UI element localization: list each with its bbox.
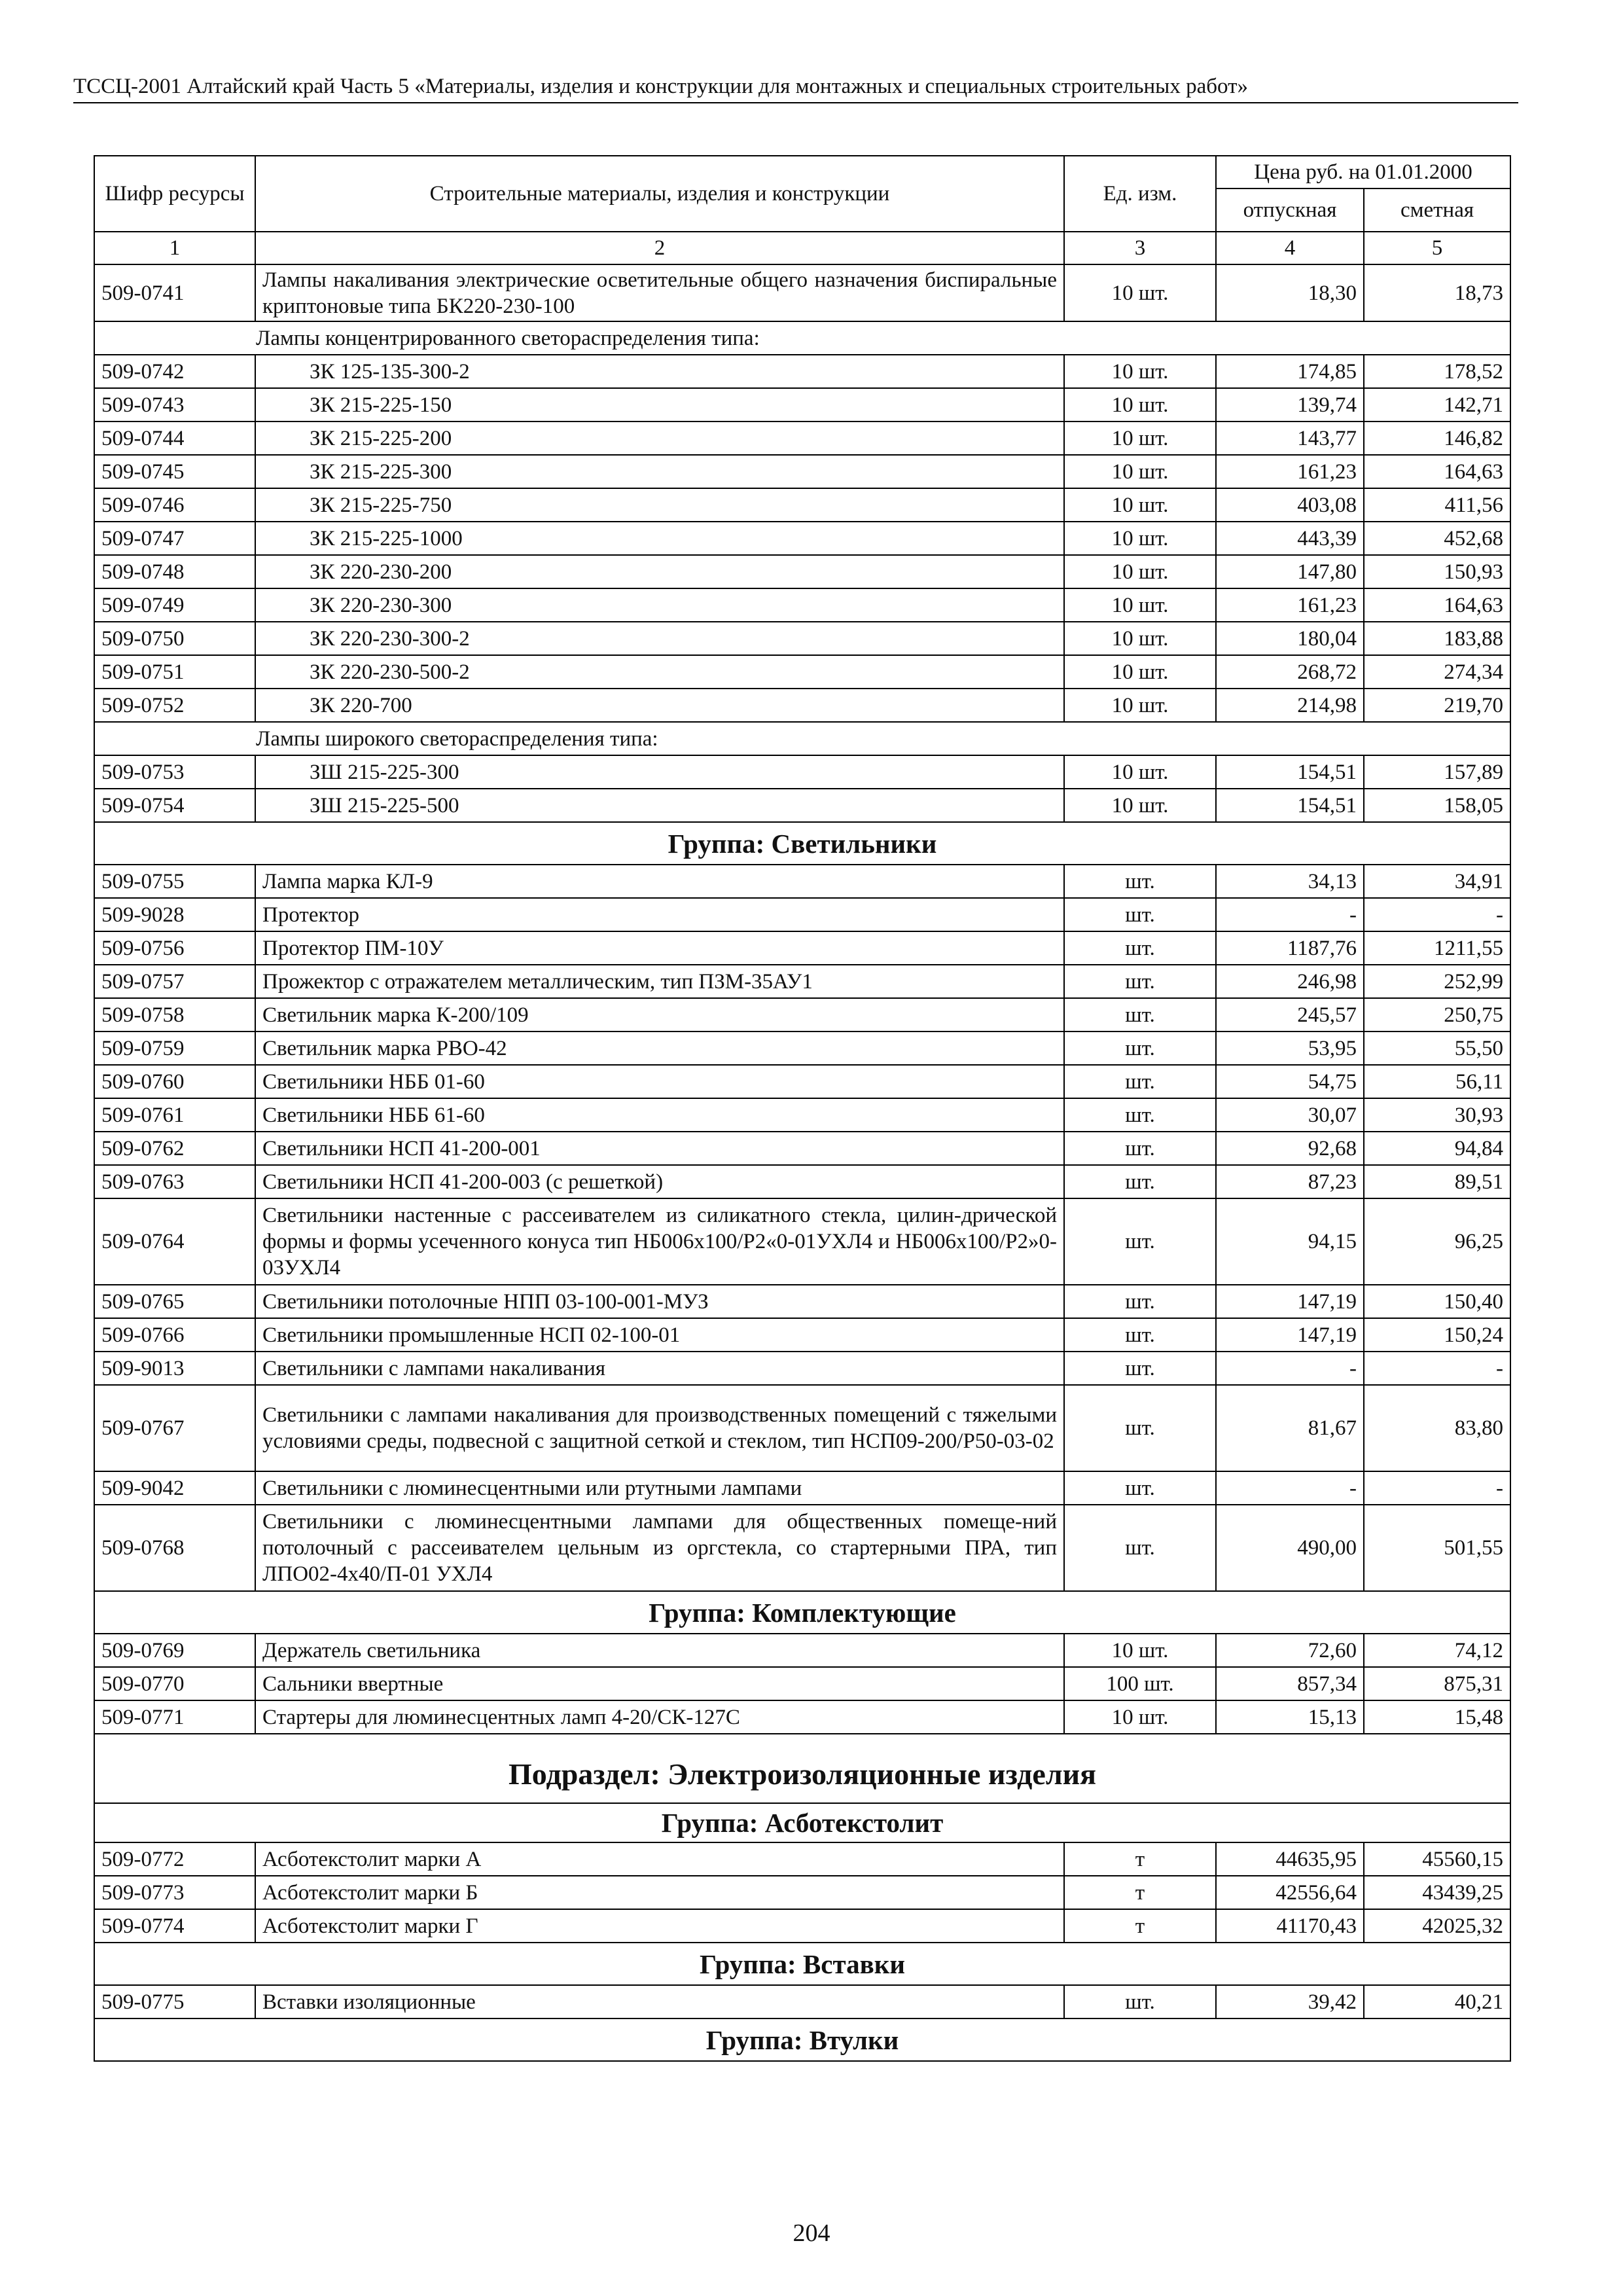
table-row bbox=[94, 422, 1510, 455]
material-name: Стартеры для люминесцентных ламп 4-20/СК-127С bbox=[255, 1700, 1064, 1734]
estimate-price: 274,34 bbox=[1364, 655, 1510, 689]
estimate-price: 158,05 bbox=[1364, 789, 1510, 822]
table-row bbox=[94, 965, 1510, 998]
table-row bbox=[94, 689, 1510, 722]
unit: т bbox=[1064, 1842, 1216, 1876]
estimate-price: 96,25 bbox=[1364, 1198, 1510, 1285]
unit: шт. bbox=[1064, 1132, 1216, 1165]
material-name: ЗК 215-225-1000 bbox=[255, 522, 1064, 555]
release-price: - bbox=[1216, 1352, 1364, 1385]
release-price: 857,34 bbox=[1216, 1667, 1364, 1700]
material-name: Светильники с лампами накаливания для производственных помещений с тяжелыми условиями среды, подвесной с защитной сеткой и стеклом, тип НСП09-200/Р50-03-02 bbox=[255, 1385, 1064, 1471]
unit: шт. bbox=[1064, 1471, 1216, 1505]
table-row bbox=[94, 355, 1510, 388]
group-row bbox=[94, 1803, 1510, 1842]
table-row bbox=[94, 388, 1510, 422]
unit: 10 шт. bbox=[1064, 264, 1216, 321]
table-row bbox=[94, 588, 1510, 622]
estimate-price: 89,51 bbox=[1364, 1165, 1510, 1198]
subheading-row bbox=[94, 321, 1510, 355]
estimate-price: 42025,32 bbox=[1364, 1909, 1510, 1943]
table-row bbox=[94, 522, 1510, 555]
table-row bbox=[94, 1876, 1510, 1909]
release-price: 245,57 bbox=[1216, 998, 1364, 1031]
estimate-price: 146,82 bbox=[1364, 422, 1510, 455]
group-row bbox=[94, 1943, 1510, 1985]
column-header-price-release: отпускная bbox=[1216, 188, 1364, 232]
estimate-price: 150,24 bbox=[1364, 1318, 1510, 1352]
unit: шт. bbox=[1064, 1352, 1216, 1385]
estimate-price: 875,31 bbox=[1364, 1667, 1510, 1700]
release-price: 161,23 bbox=[1216, 455, 1364, 488]
unit: шт. bbox=[1064, 998, 1216, 1031]
material-name: Прожектор с отражателем металлическим, тип ПЗМ-35АУ1 bbox=[255, 965, 1064, 998]
table-row bbox=[94, 1285, 1510, 1318]
estimate-price: 150,40 bbox=[1364, 1285, 1510, 1318]
release-price: 30,07 bbox=[1216, 1098, 1364, 1132]
estimate-price: 183,88 bbox=[1364, 622, 1510, 655]
table-row bbox=[94, 1132, 1510, 1165]
material-name: Лампы накаливания электрические осветительные общего назначения биспиральные криптоновые типа БК220-230-100 bbox=[255, 264, 1064, 321]
material-name: Светильники НСП 41-200-001 bbox=[255, 1132, 1064, 1165]
table-row bbox=[94, 1031, 1510, 1065]
release-price: 154,51 bbox=[1216, 789, 1364, 822]
unit: шт. bbox=[1064, 1285, 1216, 1318]
estimate-price: 94,84 bbox=[1364, 1132, 1510, 1165]
table-row bbox=[94, 1352, 1510, 1385]
material-name: Лампа марка КЛ-9 bbox=[255, 865, 1064, 898]
material-name: ЗК 215-225-750 bbox=[255, 488, 1064, 522]
resource-code: 509-0752 bbox=[94, 689, 255, 722]
table-row bbox=[94, 1505, 1510, 1591]
estimate-price: 45560,15 bbox=[1364, 1842, 1510, 1876]
table-row bbox=[94, 1318, 1510, 1352]
group-row bbox=[94, 2018, 1510, 2061]
estimate-price: 452,68 bbox=[1364, 522, 1510, 555]
resource-code: 509-0742 bbox=[94, 355, 255, 388]
unit: шт. bbox=[1064, 898, 1216, 931]
resource-code: 509-9028 bbox=[94, 898, 255, 931]
group-heading: Группа: Светильники bbox=[94, 822, 1510, 865]
resource-code: 509-0755 bbox=[94, 865, 255, 898]
unit: 10 шт. bbox=[1064, 355, 1216, 388]
release-price: 53,95 bbox=[1216, 1031, 1364, 1065]
column-number: 5 bbox=[1364, 232, 1510, 264]
table-row bbox=[94, 755, 1510, 789]
table-row bbox=[94, 1842, 1510, 1876]
subheading: Лампы концентрированного светораспределения типа: bbox=[256, 326, 760, 350]
release-price: 268,72 bbox=[1216, 655, 1364, 689]
material-name: Вставки изоляционные bbox=[255, 1985, 1064, 2018]
resource-code: 509-0765 bbox=[94, 1285, 255, 1318]
section-heading: Подраздел: Электроизоляционные изделия bbox=[94, 1734, 1510, 1803]
material-name: Светильники промышленные НСП 02-100-01 bbox=[255, 1318, 1064, 1352]
resource-code: 509-0764 bbox=[94, 1198, 255, 1285]
release-price: 154,51 bbox=[1216, 755, 1364, 789]
material-name: Светильники настенные с рассеивателем из силикатного стекла, цилин-дрической формы и формы усеченного конуса тип НБ006х100/Р2«0-01УХЛ4 и НБ006х100/Р2»0-03УХЛ4 bbox=[255, 1198, 1064, 1285]
table-row bbox=[94, 998, 1510, 1031]
material-name: Держатель светильника bbox=[255, 1634, 1064, 1667]
estimate-price: 411,56 bbox=[1364, 488, 1510, 522]
unit: 10 шт. bbox=[1064, 755, 1216, 789]
table-row bbox=[94, 1065, 1510, 1098]
table-row bbox=[94, 1198, 1510, 1285]
table-row bbox=[94, 1667, 1510, 1700]
estimate-price: 40,21 bbox=[1364, 1985, 1510, 2018]
material-name: Светильник марка РВО-42 bbox=[255, 1031, 1064, 1065]
unit: 10 шт. bbox=[1064, 1700, 1216, 1734]
estimate-price: 252,99 bbox=[1364, 965, 1510, 998]
table-row bbox=[94, 1385, 1510, 1471]
release-price: 72,60 bbox=[1216, 1634, 1364, 1667]
release-price: 147,19 bbox=[1216, 1285, 1364, 1318]
material-name: ЗШ 215-225-300 bbox=[255, 755, 1064, 789]
resource-code: 509-0741 bbox=[94, 264, 255, 321]
column-number: 2 bbox=[255, 232, 1064, 264]
resource-code: 509-0774 bbox=[94, 1909, 255, 1943]
estimate-price: 43439,25 bbox=[1364, 1876, 1510, 1909]
unit: 10 шт. bbox=[1064, 1634, 1216, 1667]
group-row bbox=[94, 1591, 1510, 1634]
material-name: ЗК 215-225-150 bbox=[255, 388, 1064, 422]
table-row bbox=[94, 931, 1510, 965]
release-price: 147,80 bbox=[1216, 555, 1364, 588]
resource-code: 509-0749 bbox=[94, 588, 255, 622]
group-heading: Группа: Втулки bbox=[94, 2018, 1510, 2061]
release-price: 246,98 bbox=[1216, 965, 1364, 998]
release-price: 174,85 bbox=[1216, 355, 1364, 388]
unit: шт. bbox=[1064, 965, 1216, 998]
page-number: 204 bbox=[793, 2219, 830, 2247]
estimate-price: 1211,55 bbox=[1364, 931, 1510, 965]
subheading: Лампы широкого светораспределения типа: bbox=[256, 726, 658, 751]
group-heading: Группа: Асботекстолит bbox=[94, 1803, 1510, 1842]
release-price: 180,04 bbox=[1216, 622, 1364, 655]
resource-code: 509-0744 bbox=[94, 422, 255, 455]
estimate-price: 219,70 bbox=[1364, 689, 1510, 722]
column-header-unit: Ед. изм. bbox=[1064, 156, 1216, 232]
release-price: 94,15 bbox=[1216, 1198, 1364, 1285]
unit: 10 шт. bbox=[1064, 789, 1216, 822]
resource-code: 509-0775 bbox=[94, 1985, 255, 2018]
release-price: 403,08 bbox=[1216, 488, 1364, 522]
resource-code: 509-0768 bbox=[94, 1505, 255, 1591]
resource-code: 509-0767 bbox=[94, 1385, 255, 1471]
estimate-price: - bbox=[1364, 1352, 1510, 1385]
group-heading: Группа: Комплектующие bbox=[94, 1591, 1510, 1634]
unit: шт. bbox=[1064, 865, 1216, 898]
release-price: 42556,64 bbox=[1216, 1876, 1364, 1909]
column-number: 3 bbox=[1064, 232, 1216, 264]
release-price: 87,23 bbox=[1216, 1165, 1364, 1198]
release-price: 81,67 bbox=[1216, 1385, 1364, 1471]
resource-code: 509-0772 bbox=[94, 1842, 255, 1876]
table-row bbox=[94, 555, 1510, 588]
estimate-price: 18,73 bbox=[1364, 264, 1510, 321]
resource-code: 509-0756 bbox=[94, 931, 255, 965]
estimate-price: - bbox=[1364, 1471, 1510, 1505]
resource-code: 509-0750 bbox=[94, 622, 255, 655]
unit: шт. bbox=[1064, 1031, 1216, 1065]
table-row bbox=[94, 1909, 1510, 1943]
resource-code: 509-0771 bbox=[94, 1700, 255, 1734]
resource-code: 509-0761 bbox=[94, 1098, 255, 1132]
resource-code: 509-0760 bbox=[94, 1065, 255, 1098]
material-name: ЗК 220-230-300 bbox=[255, 588, 1064, 622]
release-price: 143,77 bbox=[1216, 422, 1364, 455]
column-header-price: Цена руб. на 01.01.2000 bbox=[1216, 156, 1510, 188]
estimate-price: 178,52 bbox=[1364, 355, 1510, 388]
unit: т bbox=[1064, 1909, 1216, 1943]
table-row bbox=[94, 1165, 1510, 1198]
resource-code: 509-0763 bbox=[94, 1165, 255, 1198]
unit: шт. bbox=[1064, 1065, 1216, 1098]
estimate-price: 164,63 bbox=[1364, 588, 1510, 622]
unit: шт. bbox=[1064, 1198, 1216, 1285]
unit: 10 шт. bbox=[1064, 522, 1216, 555]
estimate-price: 74,12 bbox=[1364, 1634, 1510, 1667]
resource-code: 509-0757 bbox=[94, 965, 255, 998]
resource-code: 509-0762 bbox=[94, 1132, 255, 1165]
material-name: Светильники потолочные НПП 03-100-001-МУЗ bbox=[255, 1285, 1064, 1318]
table-row bbox=[94, 865, 1510, 898]
resource-code: 509-0743 bbox=[94, 388, 255, 422]
unit: 10 шт. bbox=[1064, 689, 1216, 722]
release-price: 443,39 bbox=[1216, 522, 1364, 555]
estimate-price: - bbox=[1364, 898, 1510, 931]
estimate-price: 55,50 bbox=[1364, 1031, 1510, 1065]
resource-code: 509-0770 bbox=[94, 1667, 255, 1700]
unit: шт. bbox=[1064, 1098, 1216, 1132]
price-table bbox=[94, 155, 1511, 2062]
estimate-price: 157,89 bbox=[1364, 755, 1510, 789]
table-row bbox=[94, 622, 1510, 655]
unit: шт. bbox=[1064, 1318, 1216, 1352]
unit: 10 шт. bbox=[1064, 555, 1216, 588]
material-name: ЗК 220-230-300-2 bbox=[255, 622, 1064, 655]
estimate-price: 164,63 bbox=[1364, 455, 1510, 488]
resource-code: 509-0753 bbox=[94, 755, 255, 789]
material-name: ЗК 220-700 bbox=[255, 689, 1064, 722]
resource-code: 509-9013 bbox=[94, 1352, 255, 1385]
material-name: Светильники НББ 61-60 bbox=[255, 1098, 1064, 1132]
unit: шт. bbox=[1064, 1985, 1216, 2018]
estimate-price: 15,48 bbox=[1364, 1700, 1510, 1734]
table-row bbox=[94, 1700, 1510, 1734]
estimate-price: 250,75 bbox=[1364, 998, 1510, 1031]
resource-code: 509-9042 bbox=[94, 1471, 255, 1505]
unit: шт. bbox=[1064, 1385, 1216, 1471]
release-price: 18,30 bbox=[1216, 264, 1364, 321]
table-row bbox=[94, 488, 1510, 522]
release-price: 34,13 bbox=[1216, 865, 1364, 898]
column-header-price-estimate: сметная bbox=[1364, 188, 1510, 232]
estimate-price: 34,91 bbox=[1364, 865, 1510, 898]
material-name: Светильник марка К-200/109 bbox=[255, 998, 1064, 1031]
material-name: Светильники с люминесцентными лампами для общественных помеще-ний потолочный с рассеивателем цельным из оргстекла, со стартерными ПРА, тип ЛПО02-4х40/П-01 УХЛ4 bbox=[255, 1505, 1064, 1591]
table-row bbox=[94, 655, 1510, 689]
resource-code: 509-0773 bbox=[94, 1876, 255, 1909]
unit: шт. bbox=[1064, 1505, 1216, 1591]
release-price: 147,19 bbox=[1216, 1318, 1364, 1352]
resource-code: 509-0759 bbox=[94, 1031, 255, 1065]
release-price: 161,23 bbox=[1216, 588, 1364, 622]
estimate-price: 142,71 bbox=[1364, 388, 1510, 422]
subheading-row bbox=[94, 722, 1510, 755]
release-price: 92,68 bbox=[1216, 1132, 1364, 1165]
release-price: 54,75 bbox=[1216, 1065, 1364, 1098]
resource-code: 509-0751 bbox=[94, 655, 255, 689]
resource-code: 509-0769 bbox=[94, 1634, 255, 1667]
material-name: ЗК 220-230-500-2 bbox=[255, 655, 1064, 689]
material-name: Сальники ввертные bbox=[255, 1667, 1064, 1700]
release-price: 44635,95 bbox=[1216, 1842, 1364, 1876]
table-row bbox=[94, 1471, 1510, 1505]
unit: 100 шт. bbox=[1064, 1667, 1216, 1700]
table-row bbox=[94, 264, 1510, 321]
table-row bbox=[94, 898, 1510, 931]
estimate-price: 56,11 bbox=[1364, 1065, 1510, 1098]
group-heading: Группа: Вставки bbox=[94, 1943, 1510, 1985]
release-price: 39,42 bbox=[1216, 1985, 1364, 2018]
unit: шт. bbox=[1064, 1165, 1216, 1198]
column-header-name: Строительные материалы, изделия и конструкции bbox=[255, 156, 1064, 232]
estimate-price: 150,93 bbox=[1364, 555, 1510, 588]
estimate-price: 501,55 bbox=[1364, 1505, 1510, 1591]
release-price: - bbox=[1216, 1471, 1364, 1505]
unit: шт. bbox=[1064, 931, 1216, 965]
unit: 10 шт. bbox=[1064, 388, 1216, 422]
material-name: Протектор bbox=[255, 898, 1064, 931]
material-name: Светильники НББ 01-60 bbox=[255, 1065, 1064, 1098]
resource-code: 509-0766 bbox=[94, 1318, 255, 1352]
material-name: ЗК 125-135-300-2 bbox=[255, 355, 1064, 388]
release-price: 214,98 bbox=[1216, 689, 1364, 722]
unit: 10 шт. bbox=[1064, 655, 1216, 689]
running-header: ТССЦ-2001 Алтайский край Часть 5 «Материалы, изделия и конструкции для монтажных и специальных строительных работ» bbox=[73, 73, 1518, 103]
release-price: 41170,43 bbox=[1216, 1909, 1364, 1943]
unit: 10 шт. bbox=[1064, 422, 1216, 455]
table-row bbox=[94, 1634, 1510, 1667]
section-row bbox=[94, 1734, 1510, 1803]
estimate-price: 83,80 bbox=[1364, 1385, 1510, 1471]
material-name: ЗШ 215-225-500 bbox=[255, 789, 1064, 822]
resource-code: 509-0747 bbox=[94, 522, 255, 555]
column-number: 1 bbox=[94, 232, 255, 264]
material-name: Асботекстолит марки Б bbox=[255, 1876, 1064, 1909]
resource-code: 509-0748 bbox=[94, 555, 255, 588]
unit: 10 шт. bbox=[1064, 455, 1216, 488]
release-price: 1187,76 bbox=[1216, 931, 1364, 965]
resource-code: 509-0745 bbox=[94, 455, 255, 488]
table-row bbox=[94, 455, 1510, 488]
resource-code: 509-0746 bbox=[94, 488, 255, 522]
release-price: 15,13 bbox=[1216, 1700, 1364, 1734]
table-row bbox=[94, 1985, 1510, 2018]
table-row bbox=[94, 1098, 1510, 1132]
release-price: - bbox=[1216, 898, 1364, 931]
release-price: 490,00 bbox=[1216, 1505, 1364, 1591]
unit: 10 шт. bbox=[1064, 622, 1216, 655]
material-name: Асботекстолит марки Г bbox=[255, 1909, 1064, 1943]
material-name: ЗК 215-225-300 bbox=[255, 455, 1064, 488]
table-row bbox=[94, 789, 1510, 822]
material-name: ЗК 220-230-200 bbox=[255, 555, 1064, 588]
resource-code: 509-0758 bbox=[94, 998, 255, 1031]
material-name: Светильники с люминесцентными или ртутными лампами bbox=[255, 1471, 1064, 1505]
material-name: Протектор ПМ-10У bbox=[255, 931, 1064, 965]
material-name: Светильники с лампами накаливания bbox=[255, 1352, 1064, 1385]
unit: т bbox=[1064, 1876, 1216, 1909]
column-number: 4 bbox=[1216, 232, 1364, 264]
resource-code: 509-0754 bbox=[94, 789, 255, 822]
material-name: Светильники НСП 41-200-003 (с решеткой) bbox=[255, 1165, 1064, 1198]
unit: 10 шт. bbox=[1064, 588, 1216, 622]
column-header-code: Шифр ресурсы bbox=[94, 156, 255, 232]
estimate-price: 30,93 bbox=[1364, 1098, 1510, 1132]
material-name: Асботекстолит марки А bbox=[255, 1842, 1064, 1876]
material-name: ЗК 215-225-200 bbox=[255, 422, 1064, 455]
unit: 10 шт. bbox=[1064, 488, 1216, 522]
release-price: 139,74 bbox=[1216, 388, 1364, 422]
group-row bbox=[94, 822, 1510, 865]
